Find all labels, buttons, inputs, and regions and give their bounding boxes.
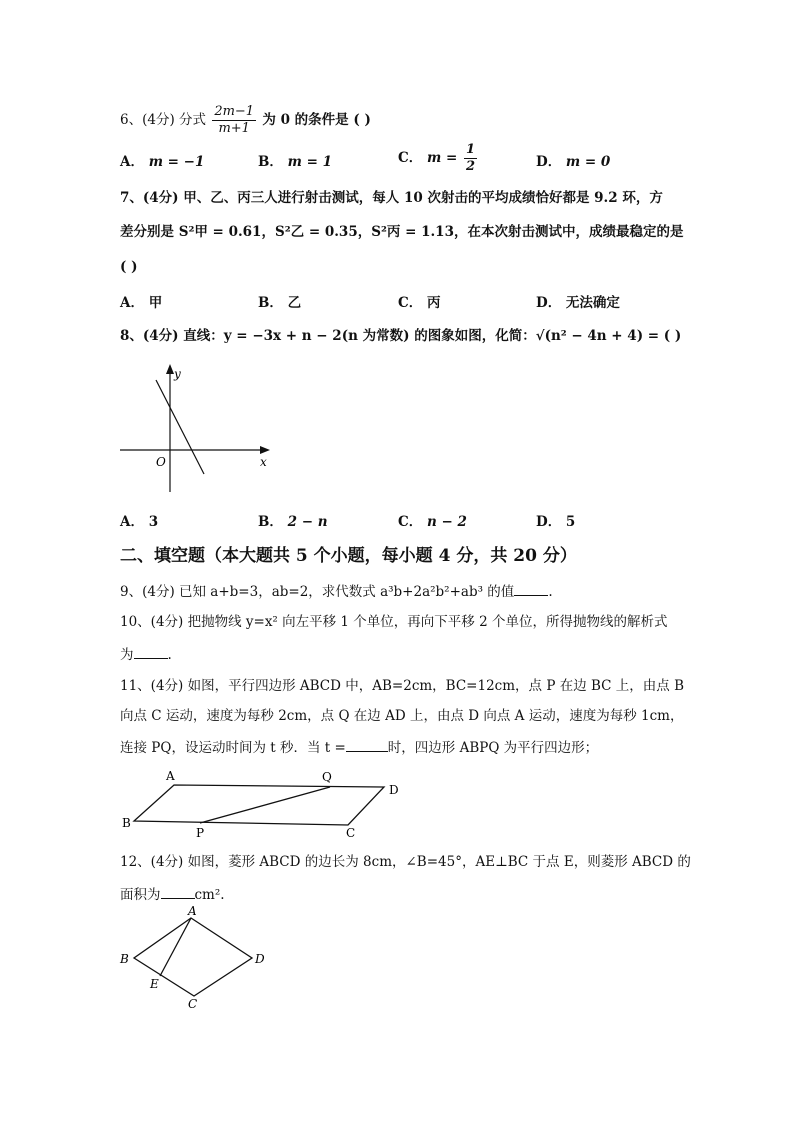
q8-option-b: B． 2 − n <box>258 514 328 530</box>
x-label: x <box>260 455 267 469</box>
q12-line1: 12、(4分) 如图，菱形 ABCD 的边长为 8cm，∠B=45°，AE⊥BC 于点 E，则菱形 ABCD 的 <box>120 854 691 870</box>
q11-answer-blank <box>346 737 388 752</box>
q6-option-a: A． m = −1 <box>120 154 205 170</box>
q12-answer-blank <box>161 884 195 899</box>
section-2-heading: 二、填空题（本大题共 5 个小题，每小题 4 分，共 20 分） <box>120 546 577 566</box>
q7-line3: ( ) <box>120 259 138 275</box>
label-b: B <box>122 816 131 830</box>
q11-line3: 连接 PQ，设运动时间为 t 秒．当 t = 时，四边形 ABPQ 为平行四边形； <box>120 737 598 758</box>
label-a: A <box>188 904 197 918</box>
q6-option-c: C． m = $\frac{1}{2}$ <box>398 142 475 174</box>
q7-option-a: A． 甲 <box>120 295 163 311</box>
q6-fraction: $\frac{2m-1}{m+1}$ <box>214 104 255 136</box>
q7-line2: 差分别是 S²甲 = 0.61，S²乙 = 0.35，S²丙 = 1.13，在本次射击测试中，成绩最稳定的是 <box>120 224 684 240</box>
origin-label: O <box>156 455 166 469</box>
segment-pq <box>200 787 330 823</box>
label-d: D <box>255 952 265 966</box>
y-label: y <box>174 367 181 381</box>
q7-option-c: C． 丙 <box>398 295 441 311</box>
label-p: P <box>196 826 205 840</box>
q8-stem: 8、(4分) 直线：y = −3x + n − 2(n 为常数) 的图象如图，化简：√(n² − 4n + 4) = ( ) <box>120 328 682 344</box>
q11-line1: 11、(4分) 如图，平行四边形 ABCD 中，AB=2cm，BC=12cm，点 P 在边 BC 上，由点 B <box>120 678 684 694</box>
label-c: C <box>188 997 198 1011</box>
parallelogram-abcd <box>134 785 384 825</box>
label-d: D <box>389 783 399 797</box>
label-b: B <box>120 952 129 966</box>
q10-line2: 为 . <box>120 644 172 665</box>
q6-option-d: D． m = 0 <box>536 154 611 170</box>
q6-option-b: B． m = 1 <box>258 154 333 170</box>
q6-stem: 6、(4分) 分式 $\frac{2m-1}{m+1}$ 为 0 的条件是 ( ) <box>120 104 371 136</box>
q11-line2: 向点 C 运动，速度为每秒 2cm，点 Q 在边 AD 上，由点 D 向点 A 运动，速度为每秒 1cm， <box>120 708 684 724</box>
x-axis-arrow <box>260 446 270 454</box>
q7-option-d: D． 无法确定 <box>536 295 620 311</box>
q12-line2: 面积为 cm². <box>120 884 225 905</box>
q8-line-graph <box>112 360 282 500</box>
q10-answer-blank <box>134 644 168 659</box>
q8-option-a: A． 3 <box>120 514 159 530</box>
q11-parallelogram-figure <box>118 765 418 845</box>
q10-line1: 10、(4分) 把抛物线 y=x² 向左平移 1 个单位，再向下平移 2 个单位，所得抛物线的解析式 <box>120 614 668 630</box>
q9-stem: 9、(4分) 已知 a+b=3，ab=2，求代数式 a³b+2a²b²+ab³ 的值 . <box>120 581 553 602</box>
label-a: A <box>166 769 175 783</box>
q8-option-c: C． n − 2 <box>398 514 467 530</box>
label-e: E <box>150 977 159 991</box>
q7-line1: 7、(4分) 甲、乙、丙三人进行射击测试，每人 10 次射击的平均成绩恰好都是 9.2 环，方 <box>120 190 663 206</box>
label-c: C <box>346 826 356 840</box>
q8-option-d: D． 5 <box>536 514 576 530</box>
y-axis-arrow <box>166 364 174 374</box>
label-q: Q <box>322 770 332 784</box>
q7-option-b: B． 乙 <box>258 295 302 311</box>
q12-rhombus-figure <box>116 904 276 1012</box>
segment-ae <box>160 918 191 976</box>
q9-answer-blank <box>514 581 548 596</box>
